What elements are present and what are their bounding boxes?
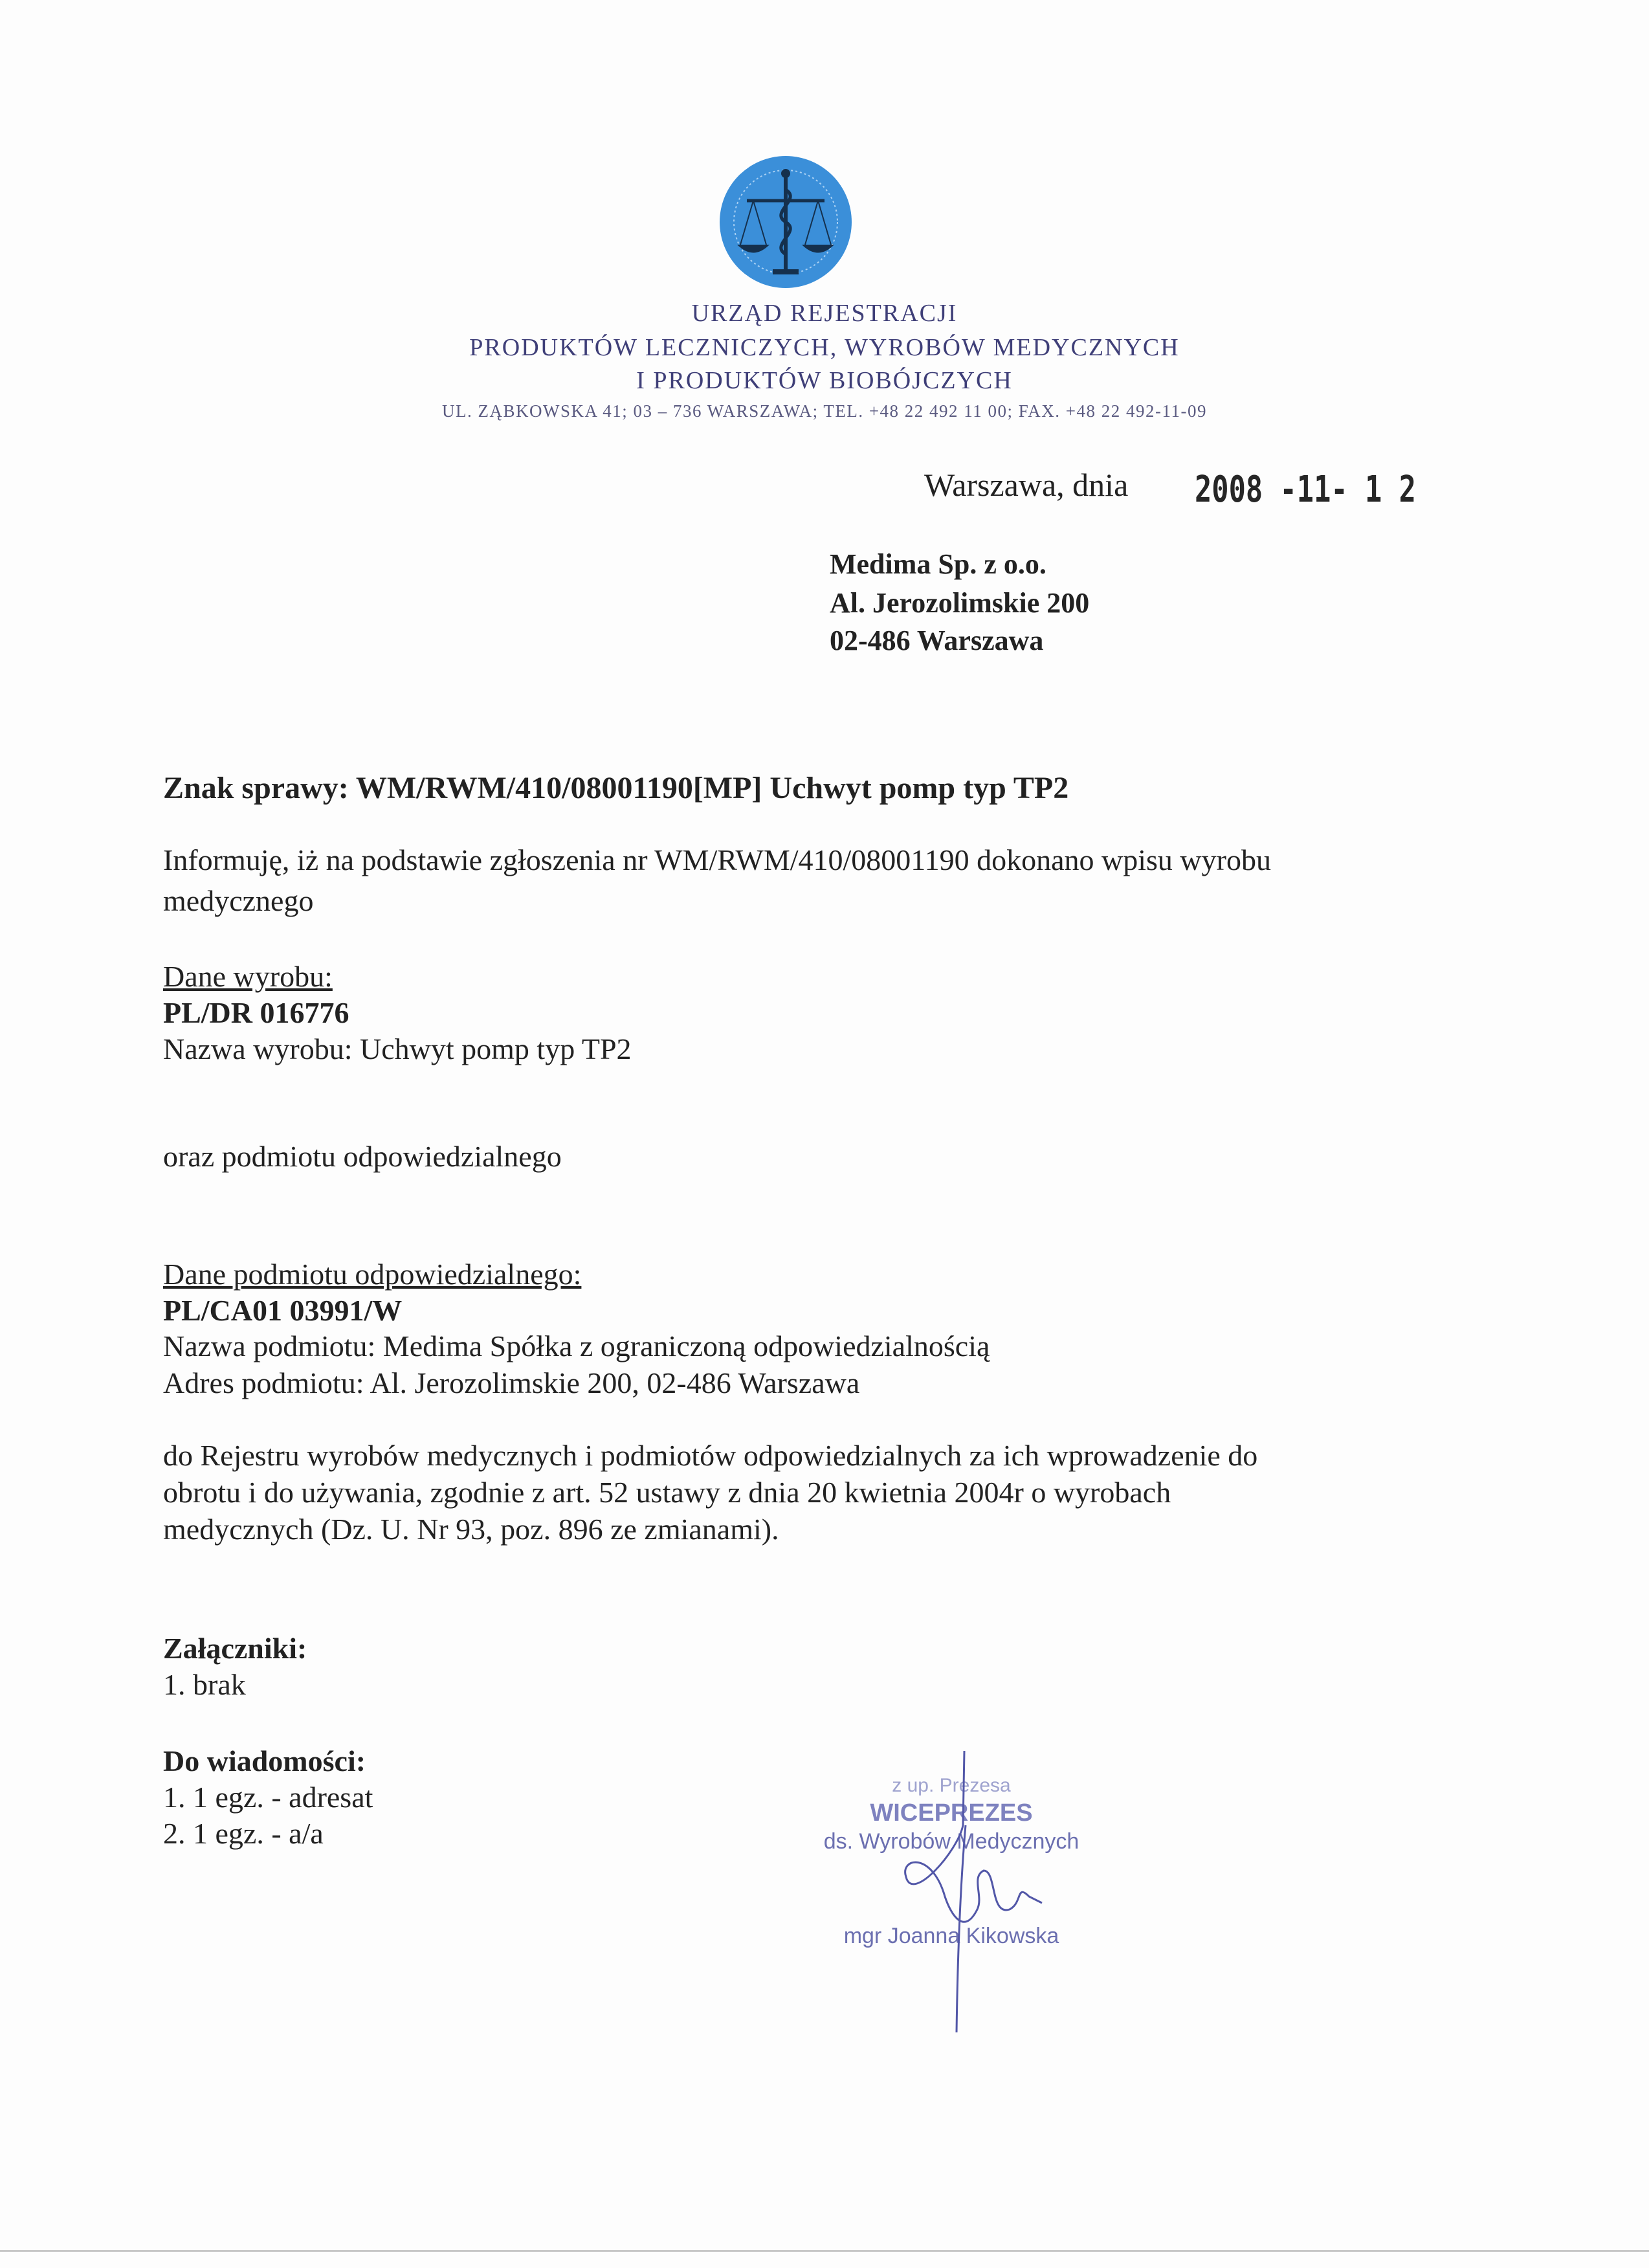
intro-line2: medycznego xyxy=(163,884,314,917)
product-code: PL/DR 016776 xyxy=(163,996,349,1029)
attachments-heading: Załączniki: xyxy=(163,1632,307,1665)
office-name-line2: PRODUKTÓW LECZNICZYCH, WYROBÓW MEDYCZNYCH xyxy=(469,334,1180,361)
entity-address: Adres podmiotu: Al. Jerozolimskie 200, 02-486 Warszawa xyxy=(163,1366,860,1399)
recipient-name: Medima Sp. z o.o. xyxy=(830,548,1046,580)
stamp-line4: mgr Joanna Kikowska xyxy=(843,1924,1059,1948)
connector-text: oraz podmiotu odpowiedzialnego xyxy=(163,1140,562,1173)
stamp-line1: z up. Prezesa xyxy=(892,1775,1011,1796)
date-stamp: 2008 -11- 1 2 xyxy=(1195,469,1416,511)
register-line2: obrotu i do używania, zgodnie z art. 52 ustawy z dnia 20 kwietnia 2004r o wyrobach xyxy=(163,1476,1171,1509)
case-subject: Znak sprawy: WM/RWM/410/08001190[MP] Uchwyt pomp typ TP2 xyxy=(163,771,1069,805)
office-contact-line: UL. ZĄBKOWSKA 41; 03 – 736 WARSZAWA; TEL. +48 22 492 11 00; FAX. +48 22 492-11-09 xyxy=(441,401,1208,421)
attachments-item: 1. brak xyxy=(163,1668,246,1701)
signature-stamp xyxy=(796,1748,1107,2032)
office-name-line3: I PRODUKTÓW BIOBÓJCZYCH xyxy=(636,367,1013,394)
register-line3: medycznych (Dz. U. Nr 93, poz. 896 ze zmianami). xyxy=(163,1513,779,1546)
product-heading: Dane wyrobu: xyxy=(163,960,333,993)
recipient-city: 02-486 Warszawa xyxy=(830,625,1044,656)
register-line1: do Rejestru wyrobów medycznych i podmiotów odpowiedzialnych za ich wprowadzenie do xyxy=(163,1439,1258,1472)
stamp-line2: WICEPREZES xyxy=(870,1799,1033,1827)
recipient-street: Al. Jerozolimskie 200 xyxy=(830,587,1090,619)
distribution-item: 1. 1 egz. - adresat xyxy=(163,1781,373,1814)
handwritten-signature xyxy=(796,1748,1107,2032)
entity-name: Nazwa podmiotu: Medima Spółka z ograniczoną odpowiedzialnością xyxy=(163,1329,990,1362)
date-label: Warszawa, dnia xyxy=(924,467,1129,503)
distribution-heading: Do wiadomości: xyxy=(163,1744,366,1777)
page-bottom-rule xyxy=(0,2250,1649,2252)
office-name-line1: URZĄD REJESTRACJI xyxy=(691,300,958,327)
entity-heading: Dane podmiotu odpowiedzialnego: xyxy=(163,1258,582,1291)
intro-line1: Informuję, iż na podstawie zgłoszenia nr WM/RWM/410/08001190 dokonano wpisu wyrobu xyxy=(163,843,1271,876)
distribution-item: 2. 1 egz. - a/a xyxy=(163,1817,324,1850)
stamp-line3: ds. Wyrobów Medycznych xyxy=(823,1829,1079,1854)
product-name: Nazwa wyrobu: Uchwyt pomp typ TP2 xyxy=(163,1032,632,1065)
entity-code: PL/CA01 03991/W xyxy=(163,1294,403,1327)
office-seal-logo xyxy=(718,154,854,290)
